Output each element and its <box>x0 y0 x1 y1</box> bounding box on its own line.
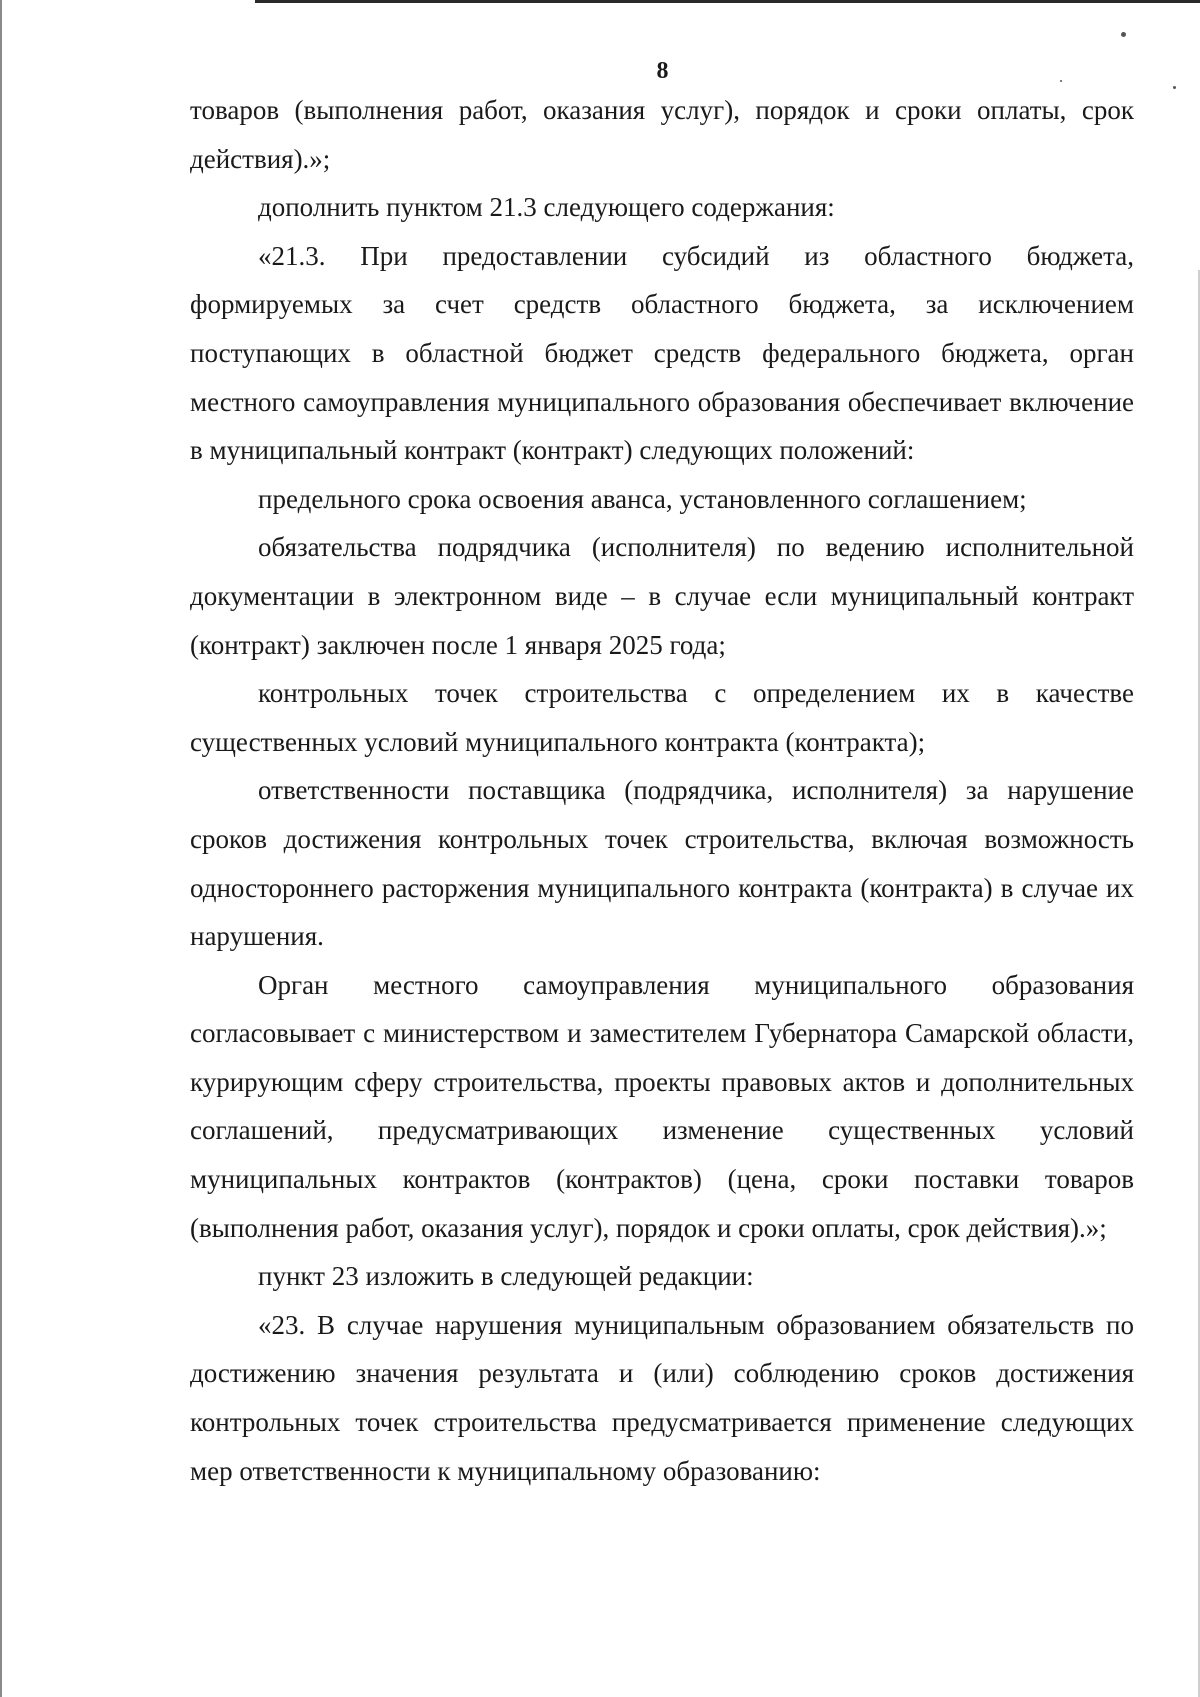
paragraph-executive-documentation: обязательства подрядчика (исполнителя) по ведению исполнительной документации в электронном виде – в случае если муниципальный контракт (контракт) заключен после 1 января 2025 года; <box>190 532 1134 660</box>
paragraph-advance-term: предельного срока освоения аванса, установленного соглашением; <box>258 483 1027 514</box>
paragraph-amend-23: пункт 23 изложить в следующей редакции: <box>258 1261 754 1292</box>
paragraph-continuation: товаров (выполнения работ, оказания услуг), порядок и сроки оплаты, срок действия).»; <box>190 95 1134 174</box>
scan-speck <box>1173 86 1176 89</box>
paragraph-control-points: контрольных точек строительства с определением их в качестве существенных условий муниципального контракта (контракта); <box>190 678 1134 757</box>
paragraph-amend-21-3: дополнить пунктом 21.3 следующего содержания: <box>258 192 835 223</box>
scan-edge-top <box>255 0 1200 3</box>
paragraph-21-3: «21.3. При предоставлении субсидий из областного бюджета, формируемых за счет средств областного бюджета, за исключением поступающих в областной бюджет средств федерального бюджета, орган местного самоуправления муниципального образования обеспечивает включение в муниципальный контракт (контракт) следующих положений: <box>190 240 1134 466</box>
scan-edge-left <box>0 0 2 1697</box>
paragraph-approval: Орган местного самоуправления муниципального образования согласовывает с министерством и заместителем Губернатора Самарской области, курирующим сферу строительства, проекты правовых актов и дополнительных соглашений, предусматривающих изменение существенных условий муниципальных контрактов (контрактов) (цена, сроки поставки товаров (выполнения работ, оказания услуг), порядок и сроки оплаты, срок действия).»; <box>190 969 1134 1243</box>
scan-speck <box>1121 32 1126 37</box>
page-number: 8 <box>656 58 669 84</box>
paragraph-23: «23. В случае нарушения муниципальным образованием обязательств по достижению значения результата и (или) соблюдению сроков достижения контрольных точек строительства предусматривается применение следующих мер ответственности к муниципальному образованию: <box>190 1309 1134 1486</box>
paragraph-supplier-liability: ответственности поставщика (подрядчика, исполнителя) за нарушение сроков достижения контрольных точек строительства, включая возможность одностороннего расторжения муниципального контракта (контракта) в случае их нарушения. <box>190 775 1134 952</box>
document-body <box>190 86 1134 1495</box>
